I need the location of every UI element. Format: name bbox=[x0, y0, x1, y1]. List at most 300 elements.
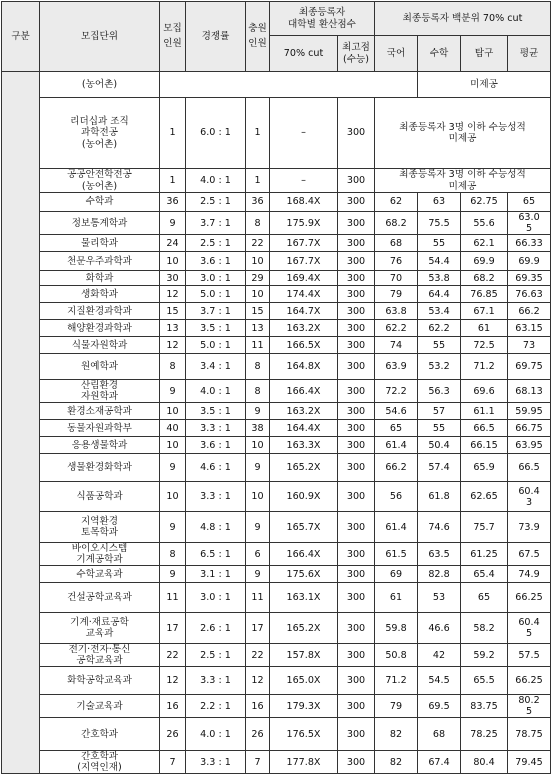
avg-cell bbox=[508, 718, 551, 751]
quota-cell-text: 9 bbox=[169, 462, 176, 474]
table-row bbox=[2, 437, 551, 454]
max-score-cell-text: 300 bbox=[346, 649, 366, 661]
table-row bbox=[2, 169, 551, 193]
max-score-cell-text: 300 bbox=[346, 439, 366, 451]
math-cell bbox=[418, 718, 461, 751]
math-cell bbox=[418, 212, 461, 235]
korean-cell-text: 62.2 bbox=[385, 322, 407, 334]
table-row bbox=[2, 751, 551, 774]
quota-cell bbox=[160, 252, 186, 271]
table-row bbox=[2, 337, 551, 354]
competition-cell-text: 2.2 : 1 bbox=[200, 700, 231, 712]
inquiry-cell-text: 71.2 bbox=[473, 361, 495, 373]
table-row bbox=[2, 454, 551, 482]
quota-cell-text: 10 bbox=[166, 491, 179, 503]
inquiry-cell-text: 66.5 bbox=[473, 422, 495, 434]
math-cell-text: 57 bbox=[432, 405, 446, 417]
cut70-cell-text: – bbox=[301, 127, 306, 139]
math-cell bbox=[418, 235, 461, 252]
max-score-cell-text: 300 bbox=[346, 700, 366, 712]
max-score-cell bbox=[338, 252, 375, 271]
competition-cell bbox=[186, 212, 246, 235]
max-score-cell-text: 300 bbox=[346, 521, 366, 533]
unit-cell-text: 원예학과 bbox=[80, 361, 119, 373]
inquiry-cell-text: 65.9 bbox=[473, 462, 495, 474]
korean-cell-text: 61 bbox=[389, 592, 403, 604]
avg-cell-text: 69.9 bbox=[518, 255, 540, 267]
competition-cell bbox=[186, 98, 246, 169]
unit-cell-text: 건설공학교육과 bbox=[67, 592, 132, 604]
competition-cell-text: 3.3 : 1 bbox=[200, 422, 231, 434]
unit-cell-text: 동물자원과학부 bbox=[67, 422, 132, 434]
quota-cell bbox=[160, 193, 186, 212]
math-cell bbox=[418, 193, 461, 212]
enrolled-cell-text: 15 bbox=[251, 305, 264, 317]
header-quota-text: 모집 인원 bbox=[163, 23, 182, 49]
cut70-cell bbox=[270, 437, 338, 454]
competition-cell bbox=[186, 403, 246, 420]
table-row bbox=[2, 320, 551, 337]
unit-cell-text: 산림환경 자원학과 bbox=[80, 380, 119, 403]
avg-cell bbox=[508, 235, 551, 252]
table-row bbox=[2, 235, 551, 252]
max-score-cell-text: 300 bbox=[346, 255, 366, 267]
max-score-cell bbox=[338, 613, 375, 644]
enrolled-cell-text: 11 bbox=[251, 592, 264, 604]
math-cell-text: 61.8 bbox=[428, 491, 450, 503]
cut70-cell bbox=[270, 454, 338, 482]
quota-cell-text: 7 bbox=[169, 756, 176, 768]
enrolled-cell-text: 26 bbox=[251, 728, 264, 740]
inquiry-cell bbox=[461, 512, 508, 543]
math-cell bbox=[418, 286, 461, 303]
avg-cell bbox=[508, 420, 551, 437]
quota-cell bbox=[160, 271, 186, 286]
math-cell bbox=[418, 303, 461, 320]
quota-cell bbox=[160, 437, 186, 454]
korean-cell bbox=[375, 613, 418, 644]
avg-cell bbox=[508, 454, 551, 482]
max-score-cell bbox=[338, 337, 375, 354]
quota-cell bbox=[160, 354, 186, 380]
table-row bbox=[2, 380, 551, 403]
quota-cell bbox=[160, 212, 186, 235]
math-cell-text: 53.4 bbox=[428, 305, 450, 317]
enrolled-cell bbox=[246, 437, 270, 454]
math-cell-text: 56.3 bbox=[428, 385, 450, 397]
avg-cell-text: 68.13 bbox=[515, 385, 543, 397]
max-score-cell-text: 300 bbox=[346, 217, 366, 229]
max-score-cell bbox=[338, 235, 375, 252]
enrolled-cell bbox=[246, 303, 270, 320]
unit-cell bbox=[40, 454, 160, 482]
header-enrolled-text: 충원 인원 bbox=[248, 23, 267, 49]
unit-cell bbox=[40, 613, 160, 644]
math-cell bbox=[418, 695, 461, 718]
enrolled-cell-text: 36 bbox=[251, 196, 264, 208]
avg-cell bbox=[508, 193, 551, 212]
unit-cell-text: 수학과 bbox=[85, 196, 114, 208]
competition-cell-text: 3.7 : 1 bbox=[200, 305, 231, 317]
avg-cell-text: 69.35 bbox=[515, 272, 543, 284]
unit-cell bbox=[40, 72, 160, 98]
cut70-cell-text: 164.8X bbox=[286, 361, 321, 373]
unit-cell bbox=[40, 403, 160, 420]
korean-cell-text: 63.8 bbox=[385, 305, 407, 317]
quota-cell-text: 11 bbox=[166, 592, 179, 604]
enrolled-cell-text: 22 bbox=[251, 237, 264, 249]
enrolled-cell-text: 1 bbox=[254, 127, 261, 139]
cut70-cell-text: 165.7X bbox=[286, 521, 321, 533]
korean-cell-text: 62 bbox=[389, 196, 403, 208]
unit-cell bbox=[40, 644, 160, 667]
math-cell bbox=[418, 613, 461, 644]
quota-cell-text: 8 bbox=[169, 548, 176, 560]
unit-cell bbox=[40, 235, 160, 252]
competition-cell-text: 4.0 : 1 bbox=[200, 174, 231, 186]
cut70-cell-text: 168.4X bbox=[286, 196, 321, 208]
inquiry-cell bbox=[461, 695, 508, 718]
avg-cell bbox=[508, 566, 551, 583]
avg-cell bbox=[508, 212, 551, 235]
unit-cell-text: 화학과 bbox=[85, 272, 114, 284]
cut70-cell bbox=[270, 169, 338, 193]
max-score-cell bbox=[338, 751, 375, 774]
enrolled-cell bbox=[246, 644, 270, 667]
quota-cell bbox=[160, 169, 186, 193]
header-inquiry: 탐구 bbox=[461, 36, 508, 72]
inquiry-cell bbox=[461, 751, 508, 774]
unit-cell bbox=[40, 566, 160, 583]
competition-cell bbox=[186, 695, 246, 718]
table-row bbox=[2, 420, 551, 437]
table-row bbox=[2, 644, 551, 667]
competition-cell bbox=[186, 482, 246, 512]
quota-cell bbox=[160, 543, 186, 566]
inquiry-cell bbox=[461, 644, 508, 667]
quota-cell bbox=[160, 286, 186, 303]
cut70-cell bbox=[270, 482, 338, 512]
quota-cell bbox=[160, 303, 186, 320]
korean-cell bbox=[375, 644, 418, 667]
inquiry-cell bbox=[461, 482, 508, 512]
notice-cell bbox=[418, 72, 551, 98]
korean-cell bbox=[375, 212, 418, 235]
korean-cell-text: 59.8 bbox=[385, 622, 407, 634]
header-cut70: 70% cut bbox=[270, 36, 338, 72]
enrolled-cell-text: 38 bbox=[251, 422, 264, 434]
korean-cell bbox=[375, 235, 418, 252]
max-score-cell-text: 300 bbox=[346, 462, 366, 474]
max-score-cell bbox=[338, 271, 375, 286]
quota-cell bbox=[160, 98, 186, 169]
enrolled-cell-text: 10 bbox=[251, 439, 264, 451]
competition-cell bbox=[186, 235, 246, 252]
header-korean: 국어 bbox=[375, 36, 418, 72]
cut70-cell bbox=[270, 667, 338, 695]
competition-cell-text: 3.0 : 1 bbox=[200, 592, 231, 604]
cut70-cell-text: 177.8X bbox=[286, 756, 321, 768]
inquiry-cell bbox=[461, 403, 508, 420]
avg-cell-text: 78.75 bbox=[515, 728, 543, 740]
max-score-cell bbox=[338, 403, 375, 420]
header-competition: 경쟁률 bbox=[186, 2, 246, 72]
cut70-cell bbox=[270, 543, 338, 566]
cut70-cell bbox=[270, 583, 338, 613]
max-score-cell bbox=[338, 380, 375, 403]
cut70-cell-text: 164.7X bbox=[286, 305, 321, 317]
inquiry-cell bbox=[461, 354, 508, 380]
competition-cell-text: 3.5 : 1 bbox=[200, 322, 231, 334]
table-row bbox=[2, 98, 551, 169]
enrolled-cell-text: 16 bbox=[251, 700, 264, 712]
korean-cell bbox=[375, 420, 418, 437]
table-row bbox=[2, 286, 551, 303]
korean-cell bbox=[375, 667, 418, 695]
table-row bbox=[2, 212, 551, 235]
quota-cell-text: 16 bbox=[166, 700, 179, 712]
inquiry-cell bbox=[461, 271, 508, 286]
korean-cell bbox=[375, 543, 418, 566]
enrolled-cell-text: 9 bbox=[254, 462, 261, 474]
cut70-cell-text: 165.2X bbox=[286, 462, 321, 474]
enrolled-cell-text: 9 bbox=[254, 521, 261, 533]
quota-cell bbox=[160, 718, 186, 751]
enrolled-cell-text: 8 bbox=[254, 217, 261, 229]
korean-cell-text: 61.4 bbox=[385, 521, 407, 533]
enrolled-cell-text: 9 bbox=[254, 568, 261, 580]
empty-cell bbox=[160, 72, 418, 98]
cut70-cell-text: 174.4X bbox=[286, 288, 321, 300]
enrolled-cell bbox=[246, 583, 270, 613]
max-score-cell-text: 300 bbox=[346, 339, 366, 351]
inquiry-cell bbox=[461, 380, 508, 403]
inquiry-cell-text: 83.75 bbox=[470, 700, 498, 712]
inquiry-cell bbox=[461, 566, 508, 583]
cut70-cell-text: 165.2X bbox=[286, 622, 321, 634]
enrolled-cell-text: 8 bbox=[254, 361, 261, 373]
quota-cell-text: 9 bbox=[169, 217, 176, 229]
unit-cell bbox=[40, 286, 160, 303]
inquiry-cell bbox=[461, 613, 508, 644]
enrolled-cell-text: 8 bbox=[254, 385, 261, 397]
unit-cell bbox=[40, 543, 160, 566]
avg-cell-text: 74.9 bbox=[518, 568, 540, 580]
max-score-cell-text: 300 bbox=[346, 385, 366, 397]
enrolled-cell bbox=[246, 420, 270, 437]
avg-cell-text: 63.15 bbox=[515, 322, 543, 334]
max-score-cell-text: 300 bbox=[346, 675, 366, 687]
unit-cell bbox=[40, 512, 160, 543]
enrolled-cell bbox=[246, 212, 270, 235]
table-row bbox=[2, 72, 551, 98]
unit-cell-text: 식물자원학과 bbox=[71, 339, 128, 351]
cut70-cell-text: 166.5X bbox=[286, 339, 321, 351]
table-row bbox=[2, 193, 551, 212]
inquiry-cell-text: 65.4 bbox=[473, 568, 495, 580]
avg-cell-text: 59.95 bbox=[515, 405, 543, 417]
max-score-cell bbox=[338, 212, 375, 235]
avg-cell-text: 73 bbox=[522, 339, 536, 351]
category-cell bbox=[2, 72, 40, 774]
korean-cell-text: 66.2 bbox=[385, 462, 407, 474]
korean-cell bbox=[375, 437, 418, 454]
inquiry-cell bbox=[461, 235, 508, 252]
korean-cell-text: 61.5 bbox=[385, 548, 407, 560]
cut70-cell-text: 165.0X bbox=[286, 675, 321, 687]
cut70-cell-text: 166.4X bbox=[286, 548, 321, 560]
cut70-cell-text: 176.5X bbox=[286, 728, 321, 740]
math-cell-text: 63 bbox=[432, 196, 446, 208]
notice-cell-text: 최종등록자 3명 이하 수능성적 미제공 bbox=[399, 121, 526, 144]
korean-cell bbox=[375, 271, 418, 286]
korean-cell-text: 65 bbox=[389, 422, 403, 434]
enrolled-cell-text: 11 bbox=[251, 339, 264, 351]
cut70-cell-text: 167.7X bbox=[286, 255, 321, 267]
inquiry-cell-text: 62.65 bbox=[470, 491, 498, 503]
unit-cell-text: 화학공학교육과 bbox=[67, 675, 132, 687]
competition-cell-text: 4.0 : 1 bbox=[200, 728, 231, 740]
cut70-cell bbox=[270, 380, 338, 403]
table-row bbox=[2, 403, 551, 420]
competition-cell-text: 2.5 : 1 bbox=[200, 237, 231, 249]
competition-cell-text: 6.0 : 1 bbox=[200, 127, 231, 139]
avg-cell bbox=[508, 543, 551, 566]
avg-cell bbox=[508, 437, 551, 454]
competition-cell-text: 3.0 : 1 bbox=[200, 272, 231, 284]
korean-cell-text: 82 bbox=[389, 728, 403, 740]
quota-cell bbox=[160, 482, 186, 512]
quota-cell-text: 22 bbox=[166, 649, 179, 661]
enrolled-cell bbox=[246, 98, 270, 169]
inquiry-cell-text: 78.25 bbox=[470, 728, 498, 740]
korean-cell bbox=[375, 303, 418, 320]
quota-cell-text: 1 bbox=[169, 174, 176, 186]
enrolled-cell-text: 17 bbox=[251, 622, 264, 634]
math-cell bbox=[418, 667, 461, 695]
math-cell-text: 69.5 bbox=[428, 700, 450, 712]
competition-cell bbox=[186, 354, 246, 380]
table-row bbox=[2, 613, 551, 644]
quota-cell bbox=[160, 644, 186, 667]
math-cell bbox=[418, 543, 461, 566]
competition-cell bbox=[186, 420, 246, 437]
unit-cell-text: 전기·전자·통신 공학교육과 bbox=[68, 644, 131, 667]
max-score-cell-text: 300 bbox=[346, 237, 366, 249]
inquiry-cell bbox=[461, 454, 508, 482]
unit-cell-text: 리더십과 조직 과학전공 (농어촌) bbox=[70, 116, 129, 150]
math-cell bbox=[418, 337, 461, 354]
competition-cell bbox=[186, 512, 246, 543]
cut70-cell bbox=[270, 613, 338, 644]
enrolled-cell bbox=[246, 169, 270, 193]
cut70-cell bbox=[270, 286, 338, 303]
korean-cell-text: 68.2 bbox=[385, 217, 407, 229]
cut70-cell-text: 166.4X bbox=[286, 385, 321, 397]
max-score-cell-text: 300 bbox=[346, 305, 366, 317]
avg-cell-text: 60.4 5 bbox=[518, 617, 540, 640]
math-cell-text: 63.5 bbox=[428, 548, 450, 560]
inquiry-cell-text: 66.15 bbox=[470, 439, 498, 451]
korean-cell-text: 76 bbox=[389, 255, 403, 267]
unit-cell-text: 바이오시스템 기계공학과 bbox=[71, 543, 128, 566]
enrolled-cell-text: 1 bbox=[254, 174, 261, 186]
avg-cell-text: 76.63 bbox=[515, 288, 543, 300]
competition-cell-text: 3.3 : 1 bbox=[200, 756, 231, 768]
avg-cell-text: 65 bbox=[522, 196, 536, 208]
enrolled-cell bbox=[246, 751, 270, 774]
table-row bbox=[2, 583, 551, 613]
korean-cell-text: 79 bbox=[389, 700, 403, 712]
inquiry-cell bbox=[461, 667, 508, 695]
math-cell-text: 67.4 bbox=[428, 756, 450, 768]
inquiry-cell-text: 59.2 bbox=[473, 649, 495, 661]
competition-cell bbox=[186, 271, 246, 286]
korean-cell bbox=[375, 320, 418, 337]
inquiry-cell-text: 61 bbox=[477, 322, 491, 334]
inquiry-cell-text: 75.7 bbox=[473, 521, 495, 533]
math-cell-text: 53 bbox=[432, 592, 446, 604]
cut70-cell-text: 163.2X bbox=[286, 322, 321, 334]
avg-cell-text: 66.2 bbox=[518, 305, 540, 317]
enrolled-cell bbox=[246, 695, 270, 718]
inquiry-cell bbox=[461, 337, 508, 354]
cut70-cell bbox=[270, 512, 338, 543]
inquiry-cell-text: 67.1 bbox=[473, 305, 495, 317]
unit-cell bbox=[40, 667, 160, 695]
inquiry-cell-text: 65 bbox=[477, 592, 491, 604]
header-math: 수학 bbox=[418, 36, 461, 72]
math-cell-text: 42 bbox=[432, 649, 446, 661]
enrolled-cell-text: 9 bbox=[254, 405, 261, 417]
enrolled-cell bbox=[246, 337, 270, 354]
enrolled-cell-text: 22 bbox=[251, 649, 264, 661]
math-cell-text: 64.4 bbox=[428, 288, 450, 300]
competition-cell-text: 2.5 : 1 bbox=[200, 196, 231, 208]
quota-cell bbox=[160, 583, 186, 613]
quota-cell-text: 40 bbox=[166, 422, 179, 434]
unit-cell bbox=[40, 354, 160, 380]
quota-cell bbox=[160, 235, 186, 252]
quota-cell-text: 9 bbox=[169, 385, 176, 397]
competition-cell-text: 4.8 : 1 bbox=[200, 521, 231, 533]
quota-cell-text: 9 bbox=[169, 568, 176, 580]
unit-cell-text: 지역환경 토목학과 bbox=[80, 516, 119, 539]
korean-cell-text: 72.2 bbox=[385, 385, 407, 397]
quota-cell-text: 17 bbox=[166, 622, 179, 634]
inquiry-cell-text: 61.1 bbox=[473, 405, 495, 417]
max-score-cell bbox=[338, 437, 375, 454]
inquiry-cell-text: 62.75 bbox=[470, 196, 498, 208]
admission-results-table bbox=[1, 1, 551, 774]
max-score-cell bbox=[338, 667, 375, 695]
table-row bbox=[2, 695, 551, 718]
enrolled-cell bbox=[246, 613, 270, 644]
unit-cell-text: 공공안전학전공 (농어촌) bbox=[67, 169, 132, 192]
max-score-cell bbox=[338, 98, 375, 169]
competition-cell bbox=[186, 543, 246, 566]
math-cell bbox=[418, 354, 461, 380]
competition-cell bbox=[186, 320, 246, 337]
competition-cell-text: 2.5 : 1 bbox=[200, 649, 231, 661]
max-score-cell-text: 300 bbox=[346, 592, 366, 604]
inquiry-cell-text: 58.2 bbox=[473, 622, 495, 634]
korean-cell bbox=[375, 193, 418, 212]
quota-cell-text: 13 bbox=[166, 322, 179, 334]
enrolled-cell bbox=[246, 235, 270, 252]
max-score-cell bbox=[338, 583, 375, 613]
unit-cell bbox=[40, 437, 160, 454]
